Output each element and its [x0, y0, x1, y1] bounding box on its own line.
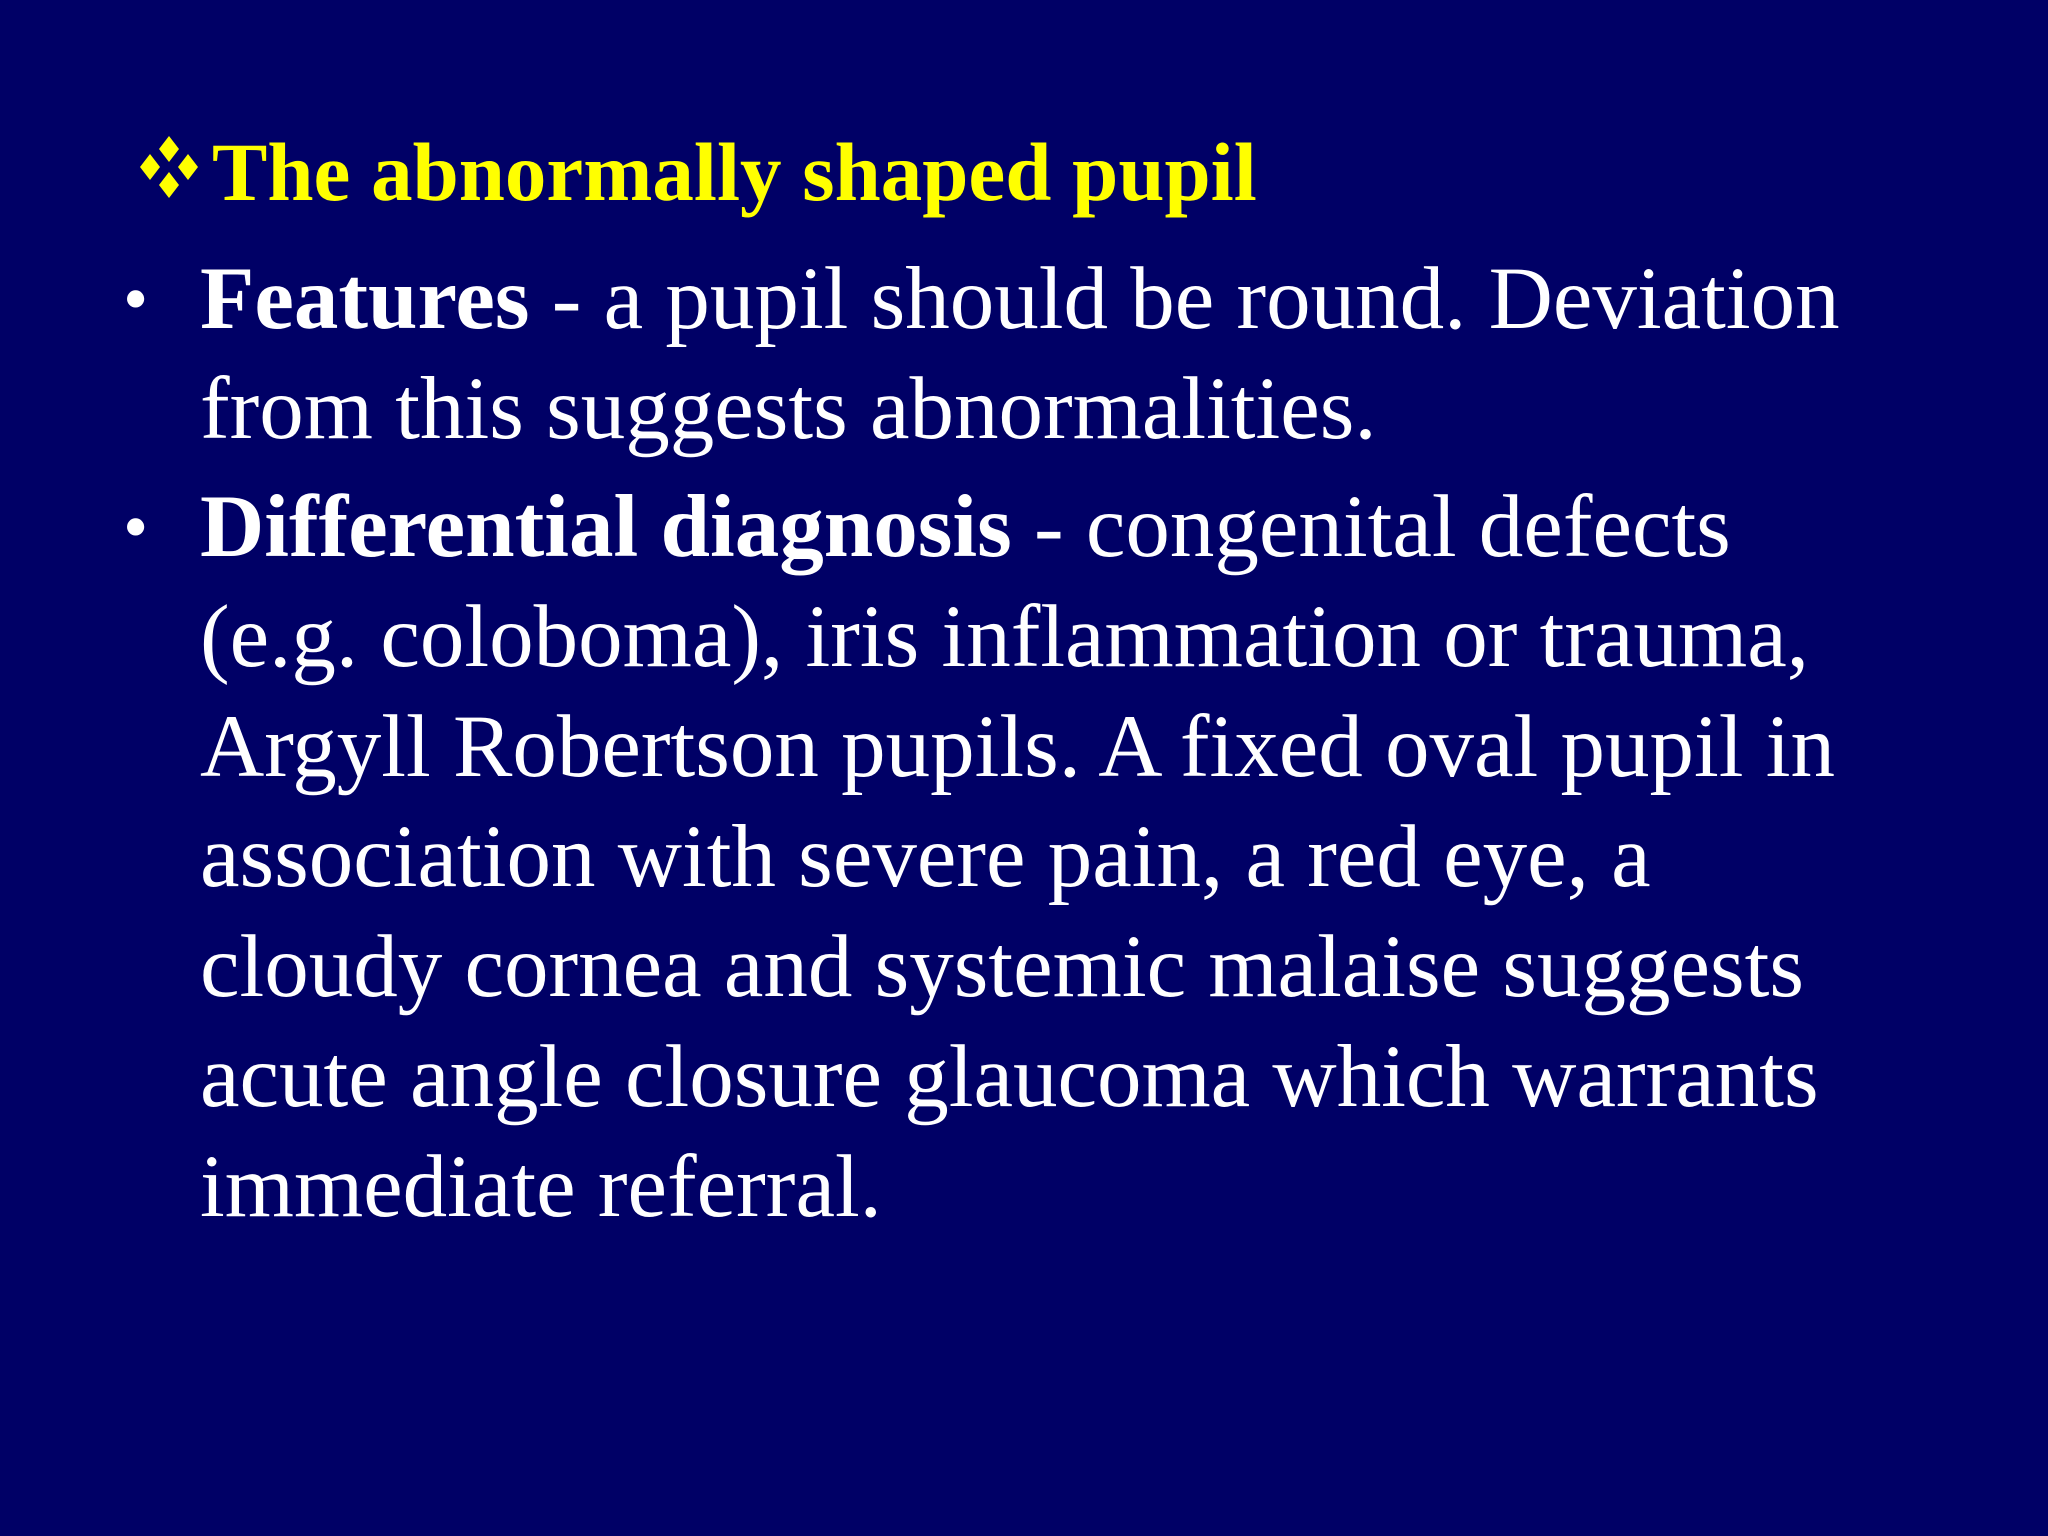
bullet-line: Argyll Robertson pupils. A fixed oval pupil in — [200, 698, 1835, 796]
bullet-line — [200, 472, 2000, 582]
bullet-item-differential-diagnosis — [120, 472, 2000, 1242]
bullet-dot: • — [123, 487, 149, 567]
four-diamond-bullet-icon — [130, 132, 208, 202]
bullet-line: (e.g. coloboma), iris inflammation or trauma, — [200, 588, 1809, 686]
bullet-list — [120, 244, 2000, 1250]
bullet-line: cloudy cornea and systemic malaise suggests — [200, 918, 1805, 1016]
bullet-line: acute angle closure glaucoma which warrants — [200, 1028, 1819, 1126]
bullet-text: - a pupil should be round. Deviation — [529, 250, 1840, 348]
bullet-term: Differential diagnosis — [200, 478, 1012, 576]
bullet-dot: • — [123, 259, 149, 339]
bullet-text: - congenital defects — [1011, 478, 1731, 576]
heading-text: The abnormally shaped pupil — [212, 126, 1257, 218]
slide-heading — [130, 122, 1990, 222]
bullet-line: association with severe pain, a red eye, a — [200, 808, 1651, 906]
bullet-line: from this suggests abnormalities. — [200, 360, 1377, 458]
bullet-line: immediate referral. — [200, 1138, 882, 1236]
bullet-item-features — [120, 244, 2000, 464]
bullet-term: Features — [200, 250, 530, 348]
bullet-line — [200, 244, 2000, 354]
